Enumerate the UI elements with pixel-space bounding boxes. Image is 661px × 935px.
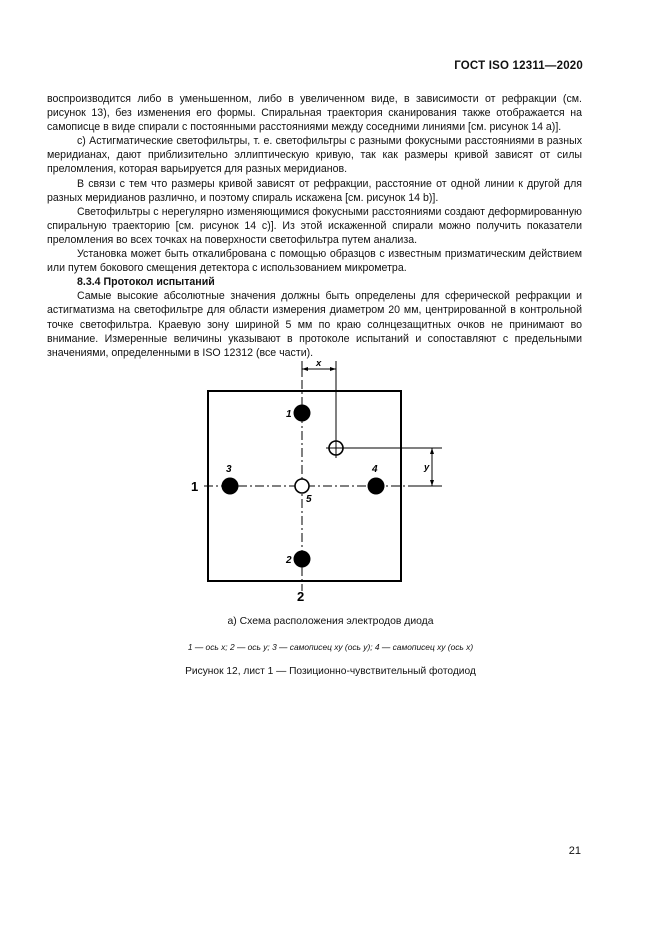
x-dim-label: x — [316, 358, 322, 369]
section-text: Самые высокие абсолютные значения должны быть определены для сферической рефракции и астигматизма на светофильтре для области измерения диаметром 20 мм, центрированной в контрольной точке светофильтра. Краевую зону шириной 5 мм по краю солнцезащитных очков не принимают во внимание. Измеренные величины указывают в протоколе испытаний и сопоставляют с предельными значениями, определенными в ISO 12312 (все части). — [47, 290, 582, 359]
electrode-3-label: 3 — [226, 464, 232, 475]
paragraph-astigmatic: с) Астигматические светофильтры, т. е. светофильтры с разными фокусными расстояниями в разных меридианах, дают приблизительно эллиптическую кривую, так как размеры кривой зависят от силы преломления, которая варьируется для разных меридианов. — [47, 135, 582, 176]
electrode-1 — [294, 405, 311, 422]
photodiode-diagram — [180, 355, 480, 605]
electrode-2-label: 2 — [286, 555, 292, 566]
axis-y-label: 2 — [297, 589, 305, 604]
figure-title: Рисунок 12, лист 1 — Позиционно-чувствительный фотодиод — [185, 666, 476, 677]
electrode-2 — [294, 551, 311, 568]
paragraph-irregular-filters: Светофильтры с нерегулярно изменяющимися фокусными расстояниями создают деформированную спиральную траекторию [см. рисунок 14 с)]. Из этой искаженной спирали можно получить показатели преломления во всех точках на поверхности светофильтра путем анализа. — [47, 205, 582, 246]
axis-x-label: 1 — [191, 479, 199, 494]
body-text — [47, 92, 582, 360]
section-title: 8.3.4 Протокол испытаний — [77, 276, 215, 289]
figure-legend: 1 — ось x; 2 — ось y; 3 — самописец xy (ось y); 4 — самописец xy (ось x) — [187, 642, 474, 652]
paragraph-continuation: воспроизводится либо в уменьшенном, либо в увеличенном виде, в зависимости от рефракции (см. рисунок 13), без изменения его формы. Спиральная траектория сканирования также отображается на самописце в виде спирали с постоянными расстояниями между соседними линиями [см. рисунок 14 а)]. — [47, 93, 582, 134]
page-number: 21 — [568, 845, 581, 857]
paragraph-calibration: Установка может быть откалибрована с помощью образцов с известным призматическим действием или путем бокового смещения детектора с использованием микрометра. — [47, 248, 582, 275]
electrode-4 — [368, 478, 385, 495]
document-header: ГОСТ ISO 12311—2020 — [454, 60, 583, 72]
x-dim-arrow-right — [330, 367, 336, 371]
electrode-3 — [222, 478, 239, 495]
electrode-1-label: 1 — [286, 409, 292, 420]
figure-subcaption: а) Схема расположения электродов диода — [227, 616, 434, 627]
y-dim-label: y — [424, 462, 430, 473]
x-dim-arrow-left — [302, 367, 308, 371]
y-dim-arrow-bottom — [430, 480, 434, 486]
paragraph-spiral-distortion: В связи с тем что размеры кривой зависят от рефракции, расстояние от одной линии к другой для разных меридианов различно, и поэтому спираль искажена [см. рисунок 14 b)]. — [47, 177, 582, 204]
electrode-5-label: 5 — [306, 494, 312, 505]
electrode-5-center — [295, 479, 309, 493]
electrode-4-label: 4 — [372, 464, 378, 475]
y-dim-arrow-top — [430, 448, 434, 454]
